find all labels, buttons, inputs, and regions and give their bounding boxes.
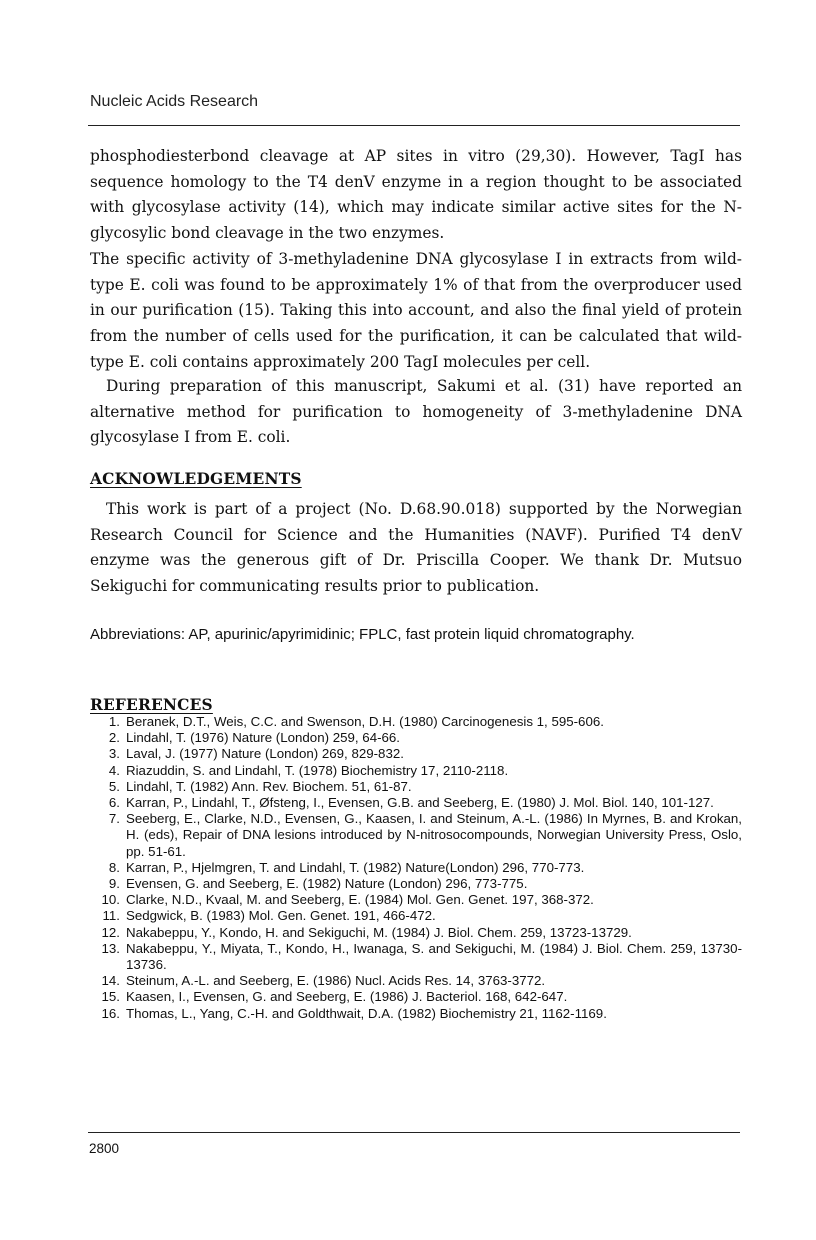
reference-number: 6. <box>108 795 120 811</box>
reference-item <box>90 892 742 908</box>
reference-item <box>90 941 742 973</box>
reference-text: Seeberg, E., Clarke, N.D., Evensen, G., Kaasen, I. and Steinum, A.-L. (1986) In Myrnes, B. and Krokan, H. (eds), Repair of DNA lesions introduced by N-nitrosocompounds, Norwegian University Press, Oslo, pp. 51-61. <box>126 811 742 859</box>
reference-text: Karran, P., Hjelmgren, T. and Lindahl, T. (1982) Nature(London) 296, 770-773. <box>126 859 585 875</box>
reference-number: 4. <box>108 762 120 778</box>
reference-number: 2. <box>108 730 120 746</box>
reference-item <box>90 973 742 989</box>
reference-text: Laval, J. (1977) Nature (London) 269, 829-832. <box>126 746 404 762</box>
acknowledgements-text: This work is part of a project (No. D.68.90.018) supported by the Norwegian Research Council for Science and the Humanities (NAVF). Purified T4 denV enzyme was the generous gift of Dr. Priscilla Cooper. We thank Dr. Mutsuo Sekiguchi for communicating results prior to publication. <box>90 500 742 596</box>
reference-text: Karran, P., Lindahl, T., Øfsteng, I., Evensen, G.B. and Seeberg, E. (1980) J. Mol. Biol. 140, 101-127. <box>126 795 714 811</box>
reference-item <box>90 763 742 779</box>
journal-title: Nucleic Acids Research <box>90 93 259 110</box>
reference-text: Lindahl, T. (1982) Ann. Rev. Biochem. 51, 61-87. <box>126 778 412 794</box>
reference-text: Evensen, G. and Seeberg, E. (1982) Nature (London) 296, 773-775. <box>126 876 528 892</box>
reference-number: 12. <box>101 924 120 940</box>
reference-item <box>90 908 742 924</box>
reference-item <box>90 989 742 1005</box>
reference-text: Sedgwick, B. (1983) Mol. Gen. Genet. 191, 466-472. <box>126 908 436 924</box>
page-number: 2800 <box>89 1141 120 1156</box>
header-rule <box>88 125 740 126</box>
body-paragraph-2: The specific activity of 3-methyladenine DNA glycosylase I in extracts from wild-type E. coli was found to be approximately 1% of that from the overproducer used in our purification (15). Taking this into account, and also the final yield of protein from the number of cells used for the purification, it can be calculated that wild-type E. coli contains approximately 200 TagI molecules per cell. <box>90 250 742 371</box>
reference-item <box>90 779 742 795</box>
reference-item <box>90 746 742 762</box>
reference-text: Thomas, L., Yang, C.-H. and Goldthwait, D.A. (1982) Biochemistry 21, 1162-1169. <box>126 1005 607 1021</box>
reference-item <box>90 860 742 876</box>
body-paragraph-3: During preparation of this manuscript, Sakumi et al. (31) have reported an alternative method for purification to homogeneity of 3-methyladenine DNA glycosylase I from E. coli. <box>90 377 742 447</box>
reference-item <box>90 925 742 941</box>
body-paragraph-1: phosphodiesterbond cleavage at AP sites in vitro (29,30). However, TagI has sequence homology to the T4 denV enzyme in a region thought to be associated with glycosylase activity (14), which may indicate similar active sites for the N-glycosylic bond cleavage in the two enzymes. <box>90 147 742 243</box>
reference-text: Nakabeppu, Y., Miyata, T., Kondo, H., Iwanaga, S. and Sekiguchi, M. (1984) J. Biol. Chem. 259, 13730-13736. <box>126 940 742 973</box>
reference-text: Riazuddin, S. and Lindahl, T. (1978) Biochemistry 17, 2110-2118. <box>126 762 509 778</box>
reference-text: Nakabeppu, Y., Kondo, H. and Sekiguchi, M. (1984) J. Biol. Chem. 259, 13723-13729. <box>126 924 632 940</box>
reference-text: Lindahl, T. (1976) Nature (London) 259, 64-66. <box>126 730 401 746</box>
reference-number: 5. <box>108 778 120 794</box>
reference-number: 14. <box>101 973 120 989</box>
reference-number: 13. <box>101 940 120 956</box>
reference-number: 8. <box>108 859 120 875</box>
reference-number: 11. <box>102 908 120 924</box>
reference-number: 1. <box>108 714 120 729</box>
reference-number: 15. <box>101 989 120 1005</box>
reference-item <box>90 1006 742 1022</box>
reference-text: Kaasen, I., Evensen, G. and Seeberg, E. (1986) J. Bacteriol. 168, 642-647. <box>126 989 568 1005</box>
reference-number: 9. <box>108 876 120 892</box>
reference-number: 7. <box>108 811 120 827</box>
reference-item <box>90 795 742 811</box>
reference-text: Beranek, D.T., Weis, C.C. and Swenson, D.H. (1980) Carcinogenesis 1, 595-606. <box>126 714 604 729</box>
abbreviations-text: Abbreviations: AP, apurinic/apyrimidinic; FPLC, fast protein liquid chromatography. <box>90 626 635 643</box>
reference-list <box>90 714 742 1022</box>
reference-item <box>90 714 742 730</box>
reference-text: Steinum, A.-L. and Seeberg, E. (1986) Nucl. Acids Res. 14, 3763-3772. <box>126 973 546 989</box>
reference-number: 3. <box>108 746 120 762</box>
references-heading: REFERENCES <box>90 696 213 714</box>
reference-item <box>90 730 742 746</box>
acknowledgements-heading: ACKNOWLEDGEMENTS <box>90 470 302 488</box>
footer-rule <box>88 1132 740 1133</box>
reference-item <box>90 876 742 892</box>
reference-number: 16. <box>101 1005 120 1021</box>
reference-text: Clarke, N.D., Kvaal, M. and Seeberg, E. (1984) Mol. Gen. Genet. 197, 368-372. <box>126 892 594 908</box>
reference-item <box>90 811 742 860</box>
reference-number: 10. <box>101 892 120 908</box>
